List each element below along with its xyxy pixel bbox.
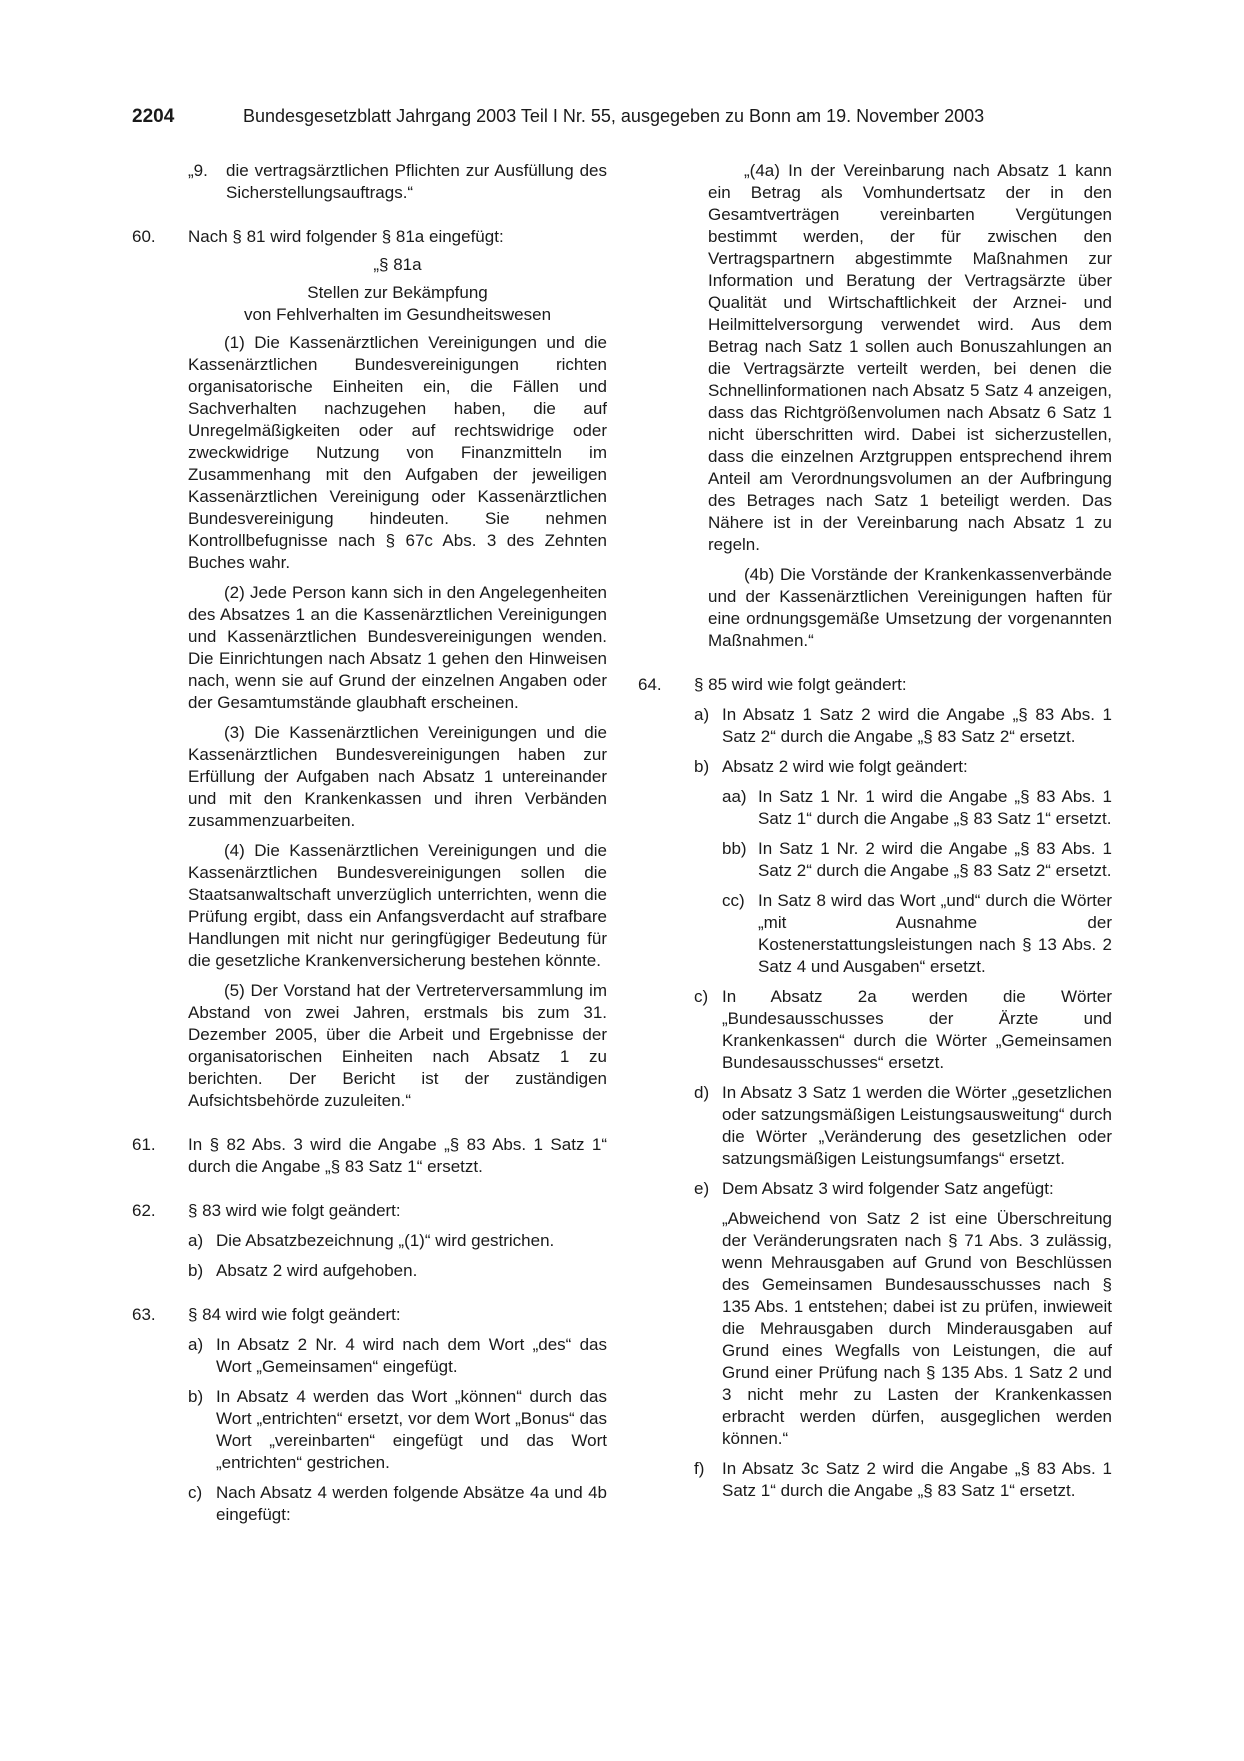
item-text: die vertragsärztlichen Pflichten zur Ausfüllung des Sicherstellungsauftrags.“ <box>226 161 607 202</box>
paragraph-4: (4) Die Kassenärztlichen Vereinigungen und die Kassenärztlichen Bundesvereinigungen sollen die Staatsanwaltschaft unverzüglich unterrichten, wenn die Prüfung ergibt, dass ein Anfangsverdacht auf strafbare Handlungen mit nicht nur geringfügiger Bedeutung für die gesetzliche Krankenversicherung bestehen könnte. <box>188 841 607 970</box>
sub-item-a <box>694 704 1112 748</box>
page-header <box>132 106 1112 132</box>
sub-item-text: In Satz 1 Nr. 2 wird die Angabe „§ 83 Abs. 1 Satz 2“ durch die Angabe „§ 83 Satz 2“ ersetzt. <box>758 839 1112 880</box>
header-title: Bundesgesetzblatt Jahrgang 2003 Teil I Nr. 55, ausgegeben zu Bonn am 19. November 2003 <box>243 106 985 126</box>
sub-item-label: d) <box>694 1083 710 1102</box>
sub-item-label: e) <box>694 1179 710 1198</box>
item-label: „9. <box>188 161 208 180</box>
sub-item-label: bb) <box>722 839 747 858</box>
sub-item-text: In Satz 1 Nr. 1 wird die Angabe „§ 83 Abs. 1 Satz 1“ durch die Angabe „§ 83 Satz 1“ ersetzt. <box>758 787 1112 828</box>
sub-item-text: Dem Absatz 3 wird folgender Satz angefügt: <box>722 1179 1054 1198</box>
amendment-61 <box>132 1134 607 1178</box>
sub-item-label: b) <box>188 1261 204 1280</box>
amendment-text: § 85 wird wie folgt geändert: <box>694 675 907 694</box>
sub-item-b <box>188 1386 607 1474</box>
sub-item-c <box>694 986 1112 1074</box>
sub-item-text: In Absatz 1 Satz 2 wird die Angabe „§ 83 Abs. 1 Satz 2“ durch die Angabe „§ 83 Satz 2“ ersetzt. <box>722 705 1112 746</box>
sub-item-label: a) <box>188 1231 204 1250</box>
sub-item-label: b) <box>188 1387 204 1406</box>
sub-sub-item-aa <box>722 786 1112 830</box>
sub-item-text: In Absatz 4 werden das Wort „können“ durch das Wort „entrichten“ ersetzt, vor dem Wort „Bonus“ das Wort „vereinbarten“ eingefügt und das Wort „entrichten“ gestrichen. <box>216 1387 607 1472</box>
paragraph-5: (5) Der Vorstand hat der Vertreterversammlung im Abstand von zwei Jahren, erstmals bis zum 31. Dezember 2005, über die Arbeit und Ergebnisse der organisatorischen Einheiten nach Absatz 1 zu berichten. Der Bericht ist der zuständigen Aufsichtsbehörde zuzuleiten.“ <box>188 981 607 1110</box>
sub-item-label: c) <box>188 1483 203 1502</box>
sub-item-label: a) <box>694 705 710 724</box>
inserted-sentence: „Abweichend von Satz 2 ist eine Überschreitung der Veränderungsraten nach § 71 Abs. 3 zulässig, wenn Mehrausgaben auf Grund von Beschlüssen des Gemeinsamen Bundesausschusses nach § 135 Abs. 1 entstehen; dabei ist zu prüfen, inwieweit die Mehrausgaben durch Minderausgaben auf Grund eines Wegfalls von Leistungen, die auf Grund einer Prüfung nach § 135 Abs. 1 Satz 2 und 3 nicht mehr zu Lasten der Krankenkassen erbracht werden dürfen, ausgeglichen werden können.“ <box>722 1209 1112 1448</box>
sub-item-label: a) <box>188 1335 204 1354</box>
sub-item-text: Absatz 2 wird wie folgt geändert: <box>722 757 968 776</box>
sub-item-text: Die Absatzbezeichnung „(1)“ wird gestrichen. <box>216 1231 555 1250</box>
amendment-number: 64. <box>638 675 662 694</box>
page-number: 2204 <box>132 106 175 127</box>
sub-item-a <box>188 1230 607 1252</box>
sub-item-text: In Absatz 2 Nr. 4 wird nach dem Wort „des“ das Wort „Gemeinsamen“ eingefügt. <box>216 1335 607 1376</box>
paragraph-3: (3) Die Kassenärztlichen Vereinigungen und die Kassenärztlichen Bundesvereinigungen haben zur Erfüllung der Aufgaben nach Absatz 1 untereinander und mit den Krankenkassen und ihren Verbänden zusammenzuarbeiten. <box>188 723 607 830</box>
amendment-63 <box>132 1304 607 1526</box>
sub-item-d <box>694 1082 1112 1170</box>
amendment-60 <box>132 226 607 1112</box>
paragraph-1: (1) Die Kassenärztlichen Vereinigungen und die Kassenärztlichen Bundesvereinigungen richten organisatorische Einheiten ein, die Fällen und Sachverhalten nachzugehen haben, die auf Unregelmäßigkeiten oder auf rechtswidrige oder zweckwidrige Nutzung von Finanzmitteln im Zusammenhang mit den Aufgaben der jeweiligen Kassenärztlichen Vereinigung oder Kassenärztlichen Bundesvereinigung hindeuten. Sie nehmen Kontrollbefugnisse nach § 67c Abs. 3 des Zehnten Buches wahr. <box>188 333 607 572</box>
sub-item-text: Nach Absatz 4 werden folgende Absätze 4a und 4b eingefügt: <box>216 1483 607 1524</box>
quoted-item-9 <box>188 160 607 204</box>
sub-item-b <box>188 1260 607 1282</box>
amendment-text: Nach § 81 wird folgender § 81a eingefügt: <box>188 227 504 246</box>
amendment-text: § 84 wird wie folgt geändert: <box>188 1305 401 1324</box>
sub-item-text: Absatz 2 wird aufgehoben. <box>216 1261 418 1280</box>
section-heading-line1: Stellen zur Bekämpfung <box>307 283 488 302</box>
sub-sub-item-bb <box>722 838 1112 882</box>
sub-item-text: In Absatz 3c Satz 2 wird die Angabe „§ 83 Abs. 1 Satz 1“ durch die Angabe „§ 83 Satz 1“ ersetzt. <box>722 1459 1112 1500</box>
amendment-text: § 83 wird wie folgt geändert: <box>188 1201 401 1220</box>
right-column <box>638 160 1112 1502</box>
amendment-64 <box>638 674 1112 1502</box>
sub-item-b <box>694 756 1112 978</box>
amendment-number: 62. <box>132 1201 156 1220</box>
sub-sub-item-cc <box>722 890 1112 978</box>
left-column <box>132 160 607 1526</box>
amendment-number: 63. <box>132 1305 156 1324</box>
sub-item-label: aa) <box>722 787 747 806</box>
inserted-paragraphs <box>652 160 1112 652</box>
sub-item-label: cc) <box>722 891 745 910</box>
section-heading-line2: von Fehlverhalten im Gesundheitswesen <box>243 305 552 324</box>
amendment-number: 60. <box>132 227 156 246</box>
sub-item-a <box>188 1334 607 1378</box>
sub-item-label: f) <box>694 1459 705 1478</box>
paragraph-4b: (4b) Die Vorstände der Krankenkassenverbände und der Kassenärztlichen Vereinigungen haften für eine ordnungsgemäße Umsetzung der vorgenannten Maßnahmen.“ <box>708 565 1112 650</box>
sub-item-text: In Satz 8 wird das Wort „und“ durch die Wörter „mit Ausnahme der Kostenerstattungsleistungen nach § 13 Abs. 2 Satz 4 und Ausgaben“ ersetzt. <box>758 891 1112 976</box>
sub-item-text: In Absatz 3 Satz 1 werden die Wörter „gesetzlichen oder satzungsmäßigen Leistungsausweitung“ durch die Wörter „Veränderung des gesetzlichen oder satzungsmäßigen Leistungsumfangs“ ersetzt. <box>722 1083 1112 1168</box>
paragraph-4a: „(4a) In der Vereinbarung nach Absatz 1 kann ein Betrag als Vomhundertsatz der in den Gesamtverträgen vereinbarten Vergütungen bestimmt werden, der für zwischen den Vertragspartnern abgestimmte Maßnahmen zur Information und Beratung der Vertragsärzte über Qualität und Wirtschaftlichkeit der Arznei- und Heilmittelversorgung verwendet wird. Aus dem Betrag nach Satz 1 sollen auch Bonuszahlungen an die Vertragsärzte verteilt werden, bei denen die Schnellinformationen nach Absatz 5 Satz 4 anzeigen, dass das Richtgrößenvolumen nach Absatz 6 Satz 1 nicht überschritten wird. Dabei ist sicherzustellen, dass die einzelnen Arztgruppen entsprechend ihrem Anteil am Verordnungsvolumen an der Aufbringung des Betrages nach Satz 1 beteiligt werden. Das Nähere ist in der Vereinbarung nach Absatz 1 zu regeln. <box>708 161 1112 554</box>
sub-item-e <box>694 1178 1112 1450</box>
paragraph-2: (2) Jede Person kann sich in den Angelegenheiten des Absatzes 1 an die Kassenärztlichen Vereinigungen und Kassenärztlichen Bundesvereinigungen wenden. Die Einrichtungen nach Absatz 1 gehen den Hinweisen nach, wenn sie auf Grund der einzelnen Angaben oder der Gesamtumstände glaubhaft erscheinen. <box>188 583 607 712</box>
sub-item-f <box>694 1458 1112 1502</box>
amendment-number: 61. <box>132 1135 156 1154</box>
sub-item-label: b) <box>694 757 710 776</box>
sub-item-label: c) <box>694 987 709 1006</box>
sub-item-text: In Absatz 2a werden die Wörter „Bundesausschusses der Ärzte und Krankenkassen“ durch die Wörter „Gemeinsamen Bundesausschusses“ ersetzt. <box>722 987 1112 1072</box>
amendment-62 <box>132 1200 607 1282</box>
sub-item-c <box>188 1482 607 1526</box>
amendment-text: In § 82 Abs. 3 wird die Angabe „§ 83 Abs. 1 Satz 1“ durch die Angabe „§ 83 Satz 1“ ersetzt. <box>188 1135 607 1176</box>
section-number: „§ 81a <box>373 255 422 274</box>
